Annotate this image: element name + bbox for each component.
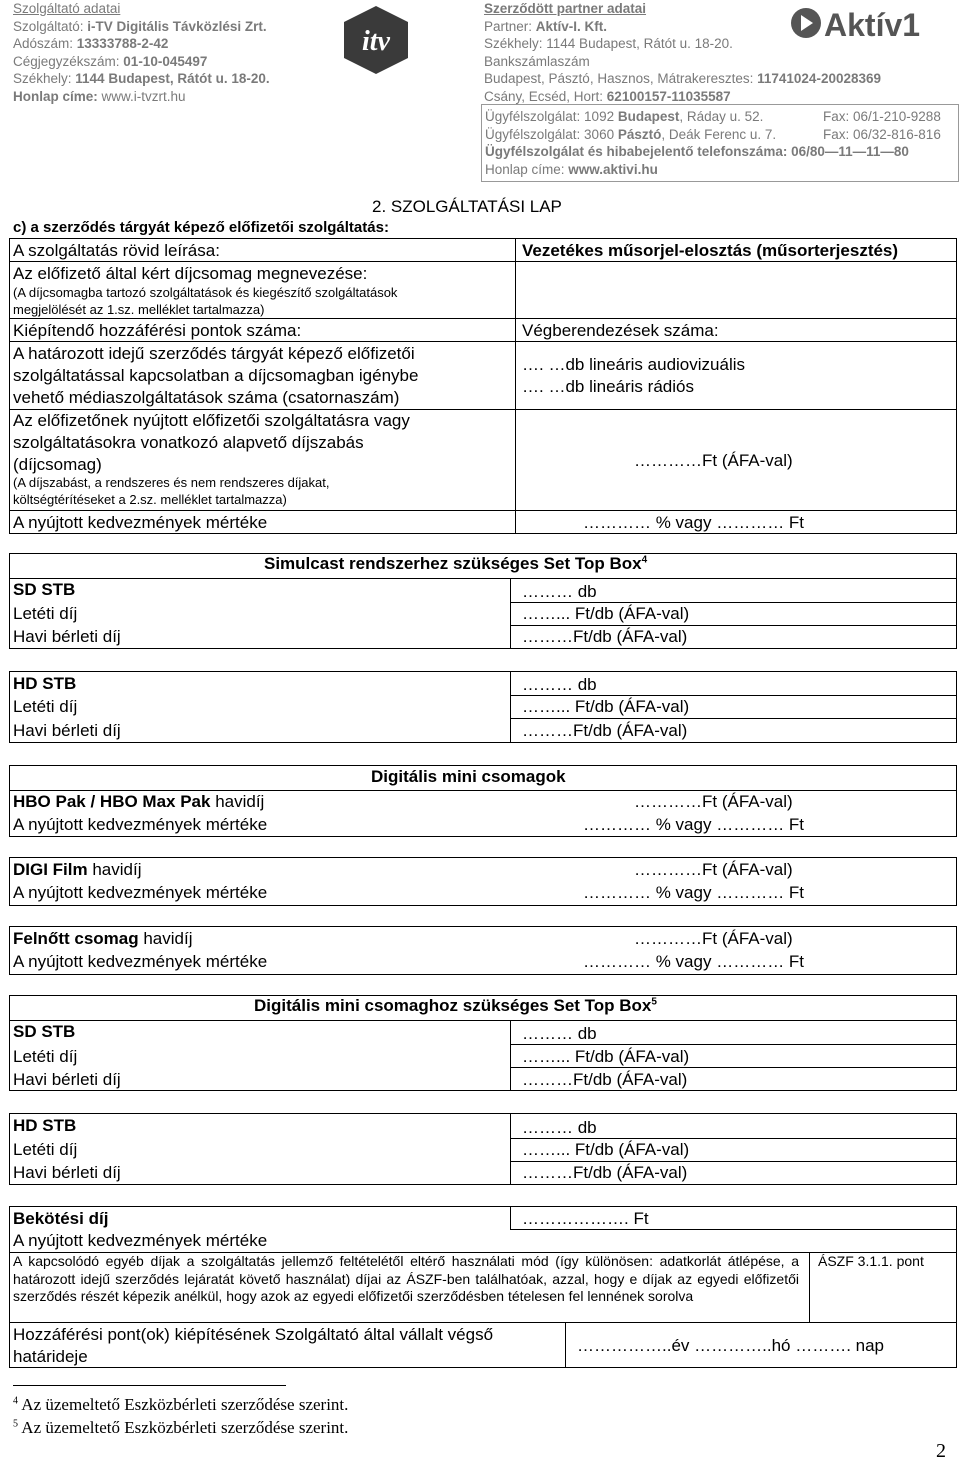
sd-deposit-2-label: Letéti díj bbox=[13, 1047, 78, 1066]
page-number: 2 bbox=[936, 1440, 946, 1462]
install-fee-field[interactable]: ………………. Ft bbox=[522, 1209, 649, 1228]
base-tariff-value[interactable]: …………Ft (ÁFA-val) bbox=[634, 451, 793, 470]
hd-deposit-2-field[interactable]: ……... Ft/db (ÁFA-val) bbox=[522, 1140, 690, 1159]
discount-value[interactable]: ………… % vagy ………… Ft bbox=[583, 513, 805, 532]
sd-deposit-2-field[interactable]: ……... Ft/db (ÁFA-val) bbox=[522, 1047, 690, 1066]
access-points-label: Kiépítendő hozzáférési pontok száma: bbox=[13, 321, 302, 340]
aszf-reference: ÁSZF 3.1.1. pont bbox=[818, 1253, 924, 1269]
sd-deposit-label: Letéti díj bbox=[13, 604, 78, 623]
hd-deposit-2-label: Letéti díj bbox=[13, 1140, 78, 1159]
section-c-heading: c) a szerződés tárgyát képező előfizetői szolgáltatás: bbox=[13, 219, 389, 236]
digi-monthly-label: DIGI Film havidíj bbox=[13, 860, 142, 879]
audiovisual-channels-field[interactable]: …. …db lineáris audiovizuális bbox=[522, 355, 745, 374]
hd-qty-field[interactable]: ……… db bbox=[522, 675, 597, 694]
hd-deposit-field[interactable]: ……... Ft/db (ÁFA-val) bbox=[522, 697, 690, 716]
hbo-discount-label: A nyújtott kedvezmények mértéke bbox=[13, 815, 268, 834]
sd-rent-2-field[interactable]: ………Ft/db (ÁFA-val) bbox=[522, 1070, 688, 1089]
svg-text:itv: itv bbox=[362, 26, 390, 57]
partner-info: Szerződött partner adatai Partner: Aktív-I. Kft. Székhely: 1144 Budapest, Rátót u. 18-20. Bankszámlaszám Budapest, Pásztó, Hasznos, Mátrakeresztes: 11741024-20028369 Csány, Ecséd, Hort: 62100157-11035587 bbox=[484, 1, 882, 104]
mini-packages-title: Digitális mini csomagok bbox=[371, 767, 566, 786]
adult-discount-field[interactable]: ………… % vagy ………… Ft bbox=[583, 952, 805, 971]
sd-rent-2-label: Havi bérleti díj bbox=[13, 1070, 121, 1089]
service-description-value: Vezetékes műsorjel-elosztás (műsorterjesztés) bbox=[522, 241, 899, 260]
sd-qty-field[interactable]: ……… db bbox=[522, 582, 597, 601]
footnote-4: $^4$ Az üzemeltető Eszközbérleti szerződése szerint. bbox=[13, 1395, 349, 1414]
terminal-count-label: Végberendezések száma: bbox=[522, 321, 719, 340]
hbo-price-field[interactable]: …………Ft (ÁFA-val) bbox=[634, 792, 793, 811]
digi-price-field[interactable]: …………Ft (ÁFA-val) bbox=[634, 860, 793, 879]
channel-count-label: A határozott idejű szerződés tárgyát képező előfizetői bbox=[13, 344, 415, 363]
footnote-5: $^5$ Az üzemeltető Eszközbérleti szerződése szerint. bbox=[13, 1418, 349, 1437]
provider-info: Szolgáltató adatai Szolgáltató: i-TV Digitális Távközlési Zrt. Adószám: 13333788-2-42 Cégjegyzékszám: 01-10-045497 Székhely: 1144 Budapest, Rátót u. 18-20. Honlap címe: www.i-tvzrt.hu bbox=[13, 1, 270, 104]
digi-discount-label: A nyújtott kedvezmények mértéke bbox=[13, 883, 268, 902]
service-description-label: A szolgáltatás rövid leírása: bbox=[13, 241, 220, 260]
sd-qty-2-field[interactable]: ……… db bbox=[522, 1024, 597, 1043]
hd-rent-field[interactable]: ………Ft/db (ÁFA-val) bbox=[522, 721, 688, 740]
footnote-separator bbox=[13, 1385, 286, 1386]
adult-monthly-label: Felnőtt csomag havidíj bbox=[13, 929, 193, 948]
install-discount-label: A nyújtott kedvezmények mértéke bbox=[13, 1231, 268, 1250]
adult-discount-label: A nyújtott kedvezmények mértéke bbox=[13, 952, 268, 971]
simulcast-stb-title: Simulcast rendszerhez szükséges Set Top Box$^4$ bbox=[264, 554, 648, 573]
hd-rent-2-label: Havi bérleti díj bbox=[13, 1163, 121, 1182]
mini-stb-title: Digitális mini csomaghoz szükséges Set Top Box$^5$ bbox=[254, 996, 657, 1015]
discount-label: A nyújtott kedvezmények mértéke bbox=[13, 513, 268, 532]
radio-channels-field[interactable]: …. …db lineáris rádiós bbox=[522, 377, 694, 396]
hd-qty-2-field[interactable]: ……… db bbox=[522, 1118, 597, 1137]
provider-heading: Szolgáltató adatai bbox=[13, 1, 121, 16]
deadline-label: Hozzáférési pont(ok) kiépítésének Szolgáltató által vállalt végső bbox=[13, 1325, 494, 1344]
hd-deposit-label: Letéti díj bbox=[13, 697, 78, 716]
hd-rent-label: Havi bérleti díj bbox=[13, 721, 121, 740]
digi-discount-field[interactable]: ………… % vagy ………… Ft bbox=[583, 883, 805, 902]
sd-stb-2-label: SD STB bbox=[13, 1022, 76, 1041]
other-fees-note: A kapcsolódó egyéb díjak a szolgáltatás jellemző feltételétől eltérő használati mód (így különösen: adatkorlát átlépése, a határozott idejű szerződés lejáratát követő használat) díjai az ÁSZF-ben találhatóak, azzal, hogy e díjak az egyedi előfizetői szerződés részét képezik anélkül, hogy azok az egyedi előfizetői szerződésben tételesen fel lennének sorolva bbox=[13, 1253, 799, 1304]
partner-heading: Szerződött partner adatai bbox=[484, 1, 647, 16]
install-fee-label: Bekötési díj bbox=[13, 1209, 109, 1228]
package-name-note: (A díjcsomagba tartozó szolgáltatások és kiegészítő szolgáltatások bbox=[13, 285, 398, 300]
sd-rent-label: Havi bérleti díj bbox=[13, 627, 121, 646]
base-tariff-label: Az előfizetőnek nyújtott előfizetői szolgáltatásra vagy bbox=[13, 411, 410, 430]
package-name-note-2: megjelölését az 1.sz. melléklet tartalmazza) bbox=[13, 302, 265, 317]
sd-stb-label: SD STB bbox=[13, 580, 76, 599]
hbo-discount-field[interactable]: ………… % vagy ………… Ft bbox=[583, 815, 805, 834]
svg-text:Aktív1: Aktív1 bbox=[824, 7, 921, 40]
base-tariff-note: (A díjszabást, a rendszeres és nem rendszeres díjakat, bbox=[13, 475, 330, 490]
deadline-field[interactable]: ……………..év …………..hó ………. nap bbox=[577, 1336, 885, 1355]
hd-rent-2-field[interactable]: ………Ft/db (ÁFA-val) bbox=[522, 1163, 688, 1182]
sd-deposit-field[interactable]: ……... Ft/db (ÁFA-val) bbox=[522, 604, 690, 623]
hd-stb-2-label: HD STB bbox=[13, 1116, 77, 1135]
package-name-label: Az előfizető által kért díjcsomag megnevezése: bbox=[13, 264, 368, 283]
hbo-monthly-label: HBO Pak / HBO Max Pak havidíj bbox=[13, 792, 265, 811]
sd-rent-field[interactable]: ………Ft/db (ÁFA-val) bbox=[522, 627, 688, 646]
customer-service-box: Ügyfélszolgálat: 1092 Budapest, Ráday u. 52. Ügyfélszolgálat: 3060 Pásztó, Deák Ferenc u. 7. Ügyfélszolgálat és hibabejelentő telefonszáma: 06/80—11—11—80 Honlap címe: www.aktivi.hu Fax: 06/1-210-9288 Fax: 06/32-816-816 bbox=[481, 104, 959, 182]
adult-price-field[interactable]: …………Ft (ÁFA-val) bbox=[634, 929, 793, 948]
page-title: 2. SZOLGÁLTATÁSI LAP bbox=[372, 197, 562, 216]
hd-stb-label: HD STB bbox=[13, 674, 77, 693]
